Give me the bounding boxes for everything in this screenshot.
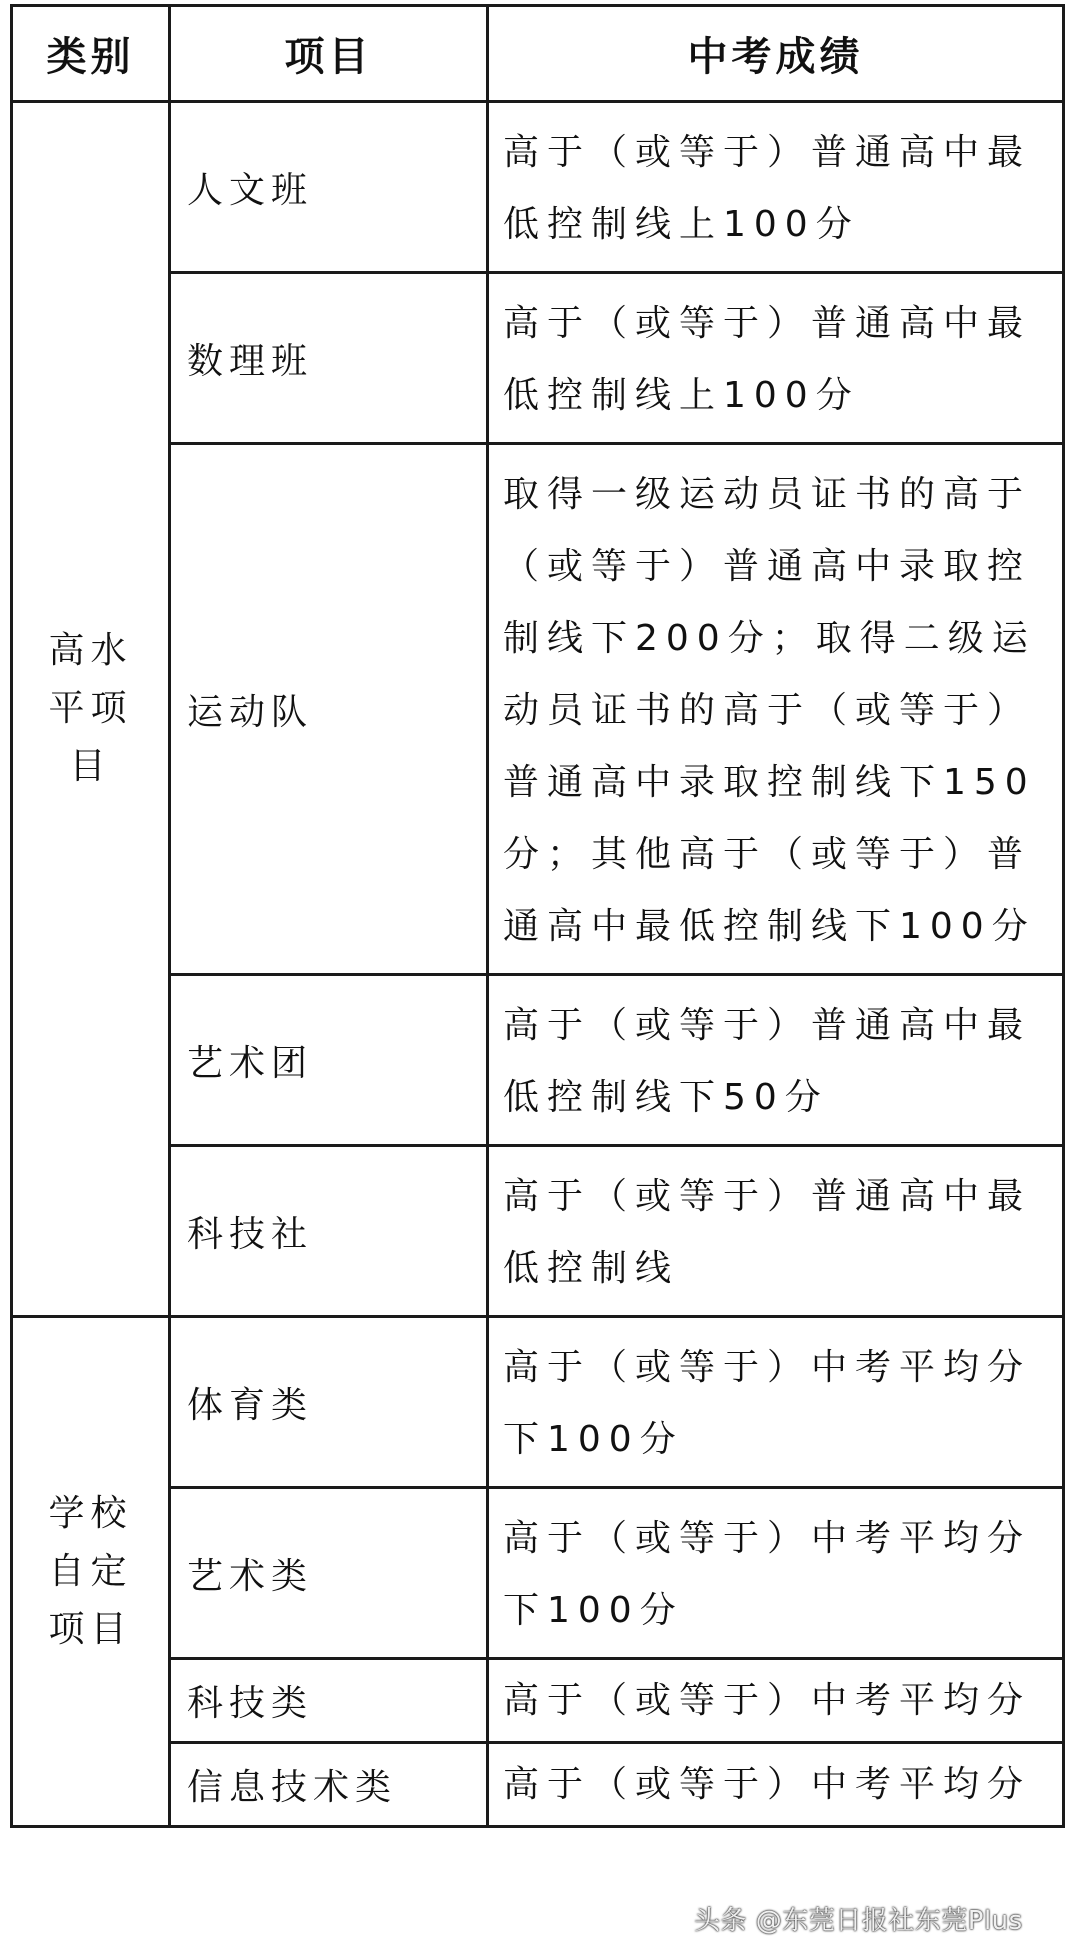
header-score: 中考成绩 [488, 6, 1064, 102]
item-cell: 艺术类 [170, 1488, 488, 1659]
table-row [12, 444, 1064, 975]
score-cell: 高于（或等于）中考平均分 [488, 1743, 1064, 1827]
item-cell: 体育类 [170, 1317, 488, 1488]
table-row [12, 1146, 1064, 1317]
header-item: 项目 [170, 6, 488, 102]
item-cell: 数理班 [170, 273, 488, 444]
score-cell: 高于（或等于）中考平均分下100分 [488, 1488, 1064, 1659]
score-cell: 高于（或等于）普通高中最低控制线上100分 [488, 273, 1064, 444]
table-header-row [12, 6, 1064, 102]
score-cell: 高于（或等于）普通高中最低控制线上100分 [488, 102, 1064, 273]
category-cell: 高水平项目 [12, 102, 170, 1317]
category-cell: 学校自定项目 [12, 1317, 170, 1827]
item-cell: 人文班 [170, 102, 488, 273]
score-cell: 高于（或等于）中考平均分 [488, 1659, 1064, 1743]
table-row [12, 1659, 1064, 1743]
score-cell: 取得一级运动员证书的高于（或等于）普通高中录取控制线下200分；取得二级运动员证书的高于（或等于）普通高中录取控制线下150分；其他高于（或等于）普通高中最低控制线下100分 [488, 444, 1064, 975]
header-category: 类别 [12, 6, 170, 102]
source-watermark: 头条 @东莞日报社东莞Plus [694, 1906, 1023, 1936]
item-cell: 信息技术类 [170, 1743, 488, 1827]
table-row [12, 1743, 1064, 1827]
table-row [12, 1488, 1064, 1659]
admission-score-table [10, 4, 1065, 1828]
item-cell: 艺术团 [170, 975, 488, 1146]
item-cell: 科技社 [170, 1146, 488, 1317]
score-cell: 高于（或等于）中考平均分下100分 [488, 1317, 1064, 1488]
score-cell: 高于（或等于）普通高中最低控制线下50分 [488, 975, 1064, 1146]
table-row [12, 975, 1064, 1146]
table-row [12, 102, 1064, 273]
item-cell: 运动队 [170, 444, 488, 975]
table-row [12, 1317, 1064, 1488]
score-cell: 高于（或等于）普通高中最低控制线 [488, 1146, 1064, 1317]
table-row [12, 273, 1064, 444]
item-cell: 科技类 [170, 1659, 488, 1743]
